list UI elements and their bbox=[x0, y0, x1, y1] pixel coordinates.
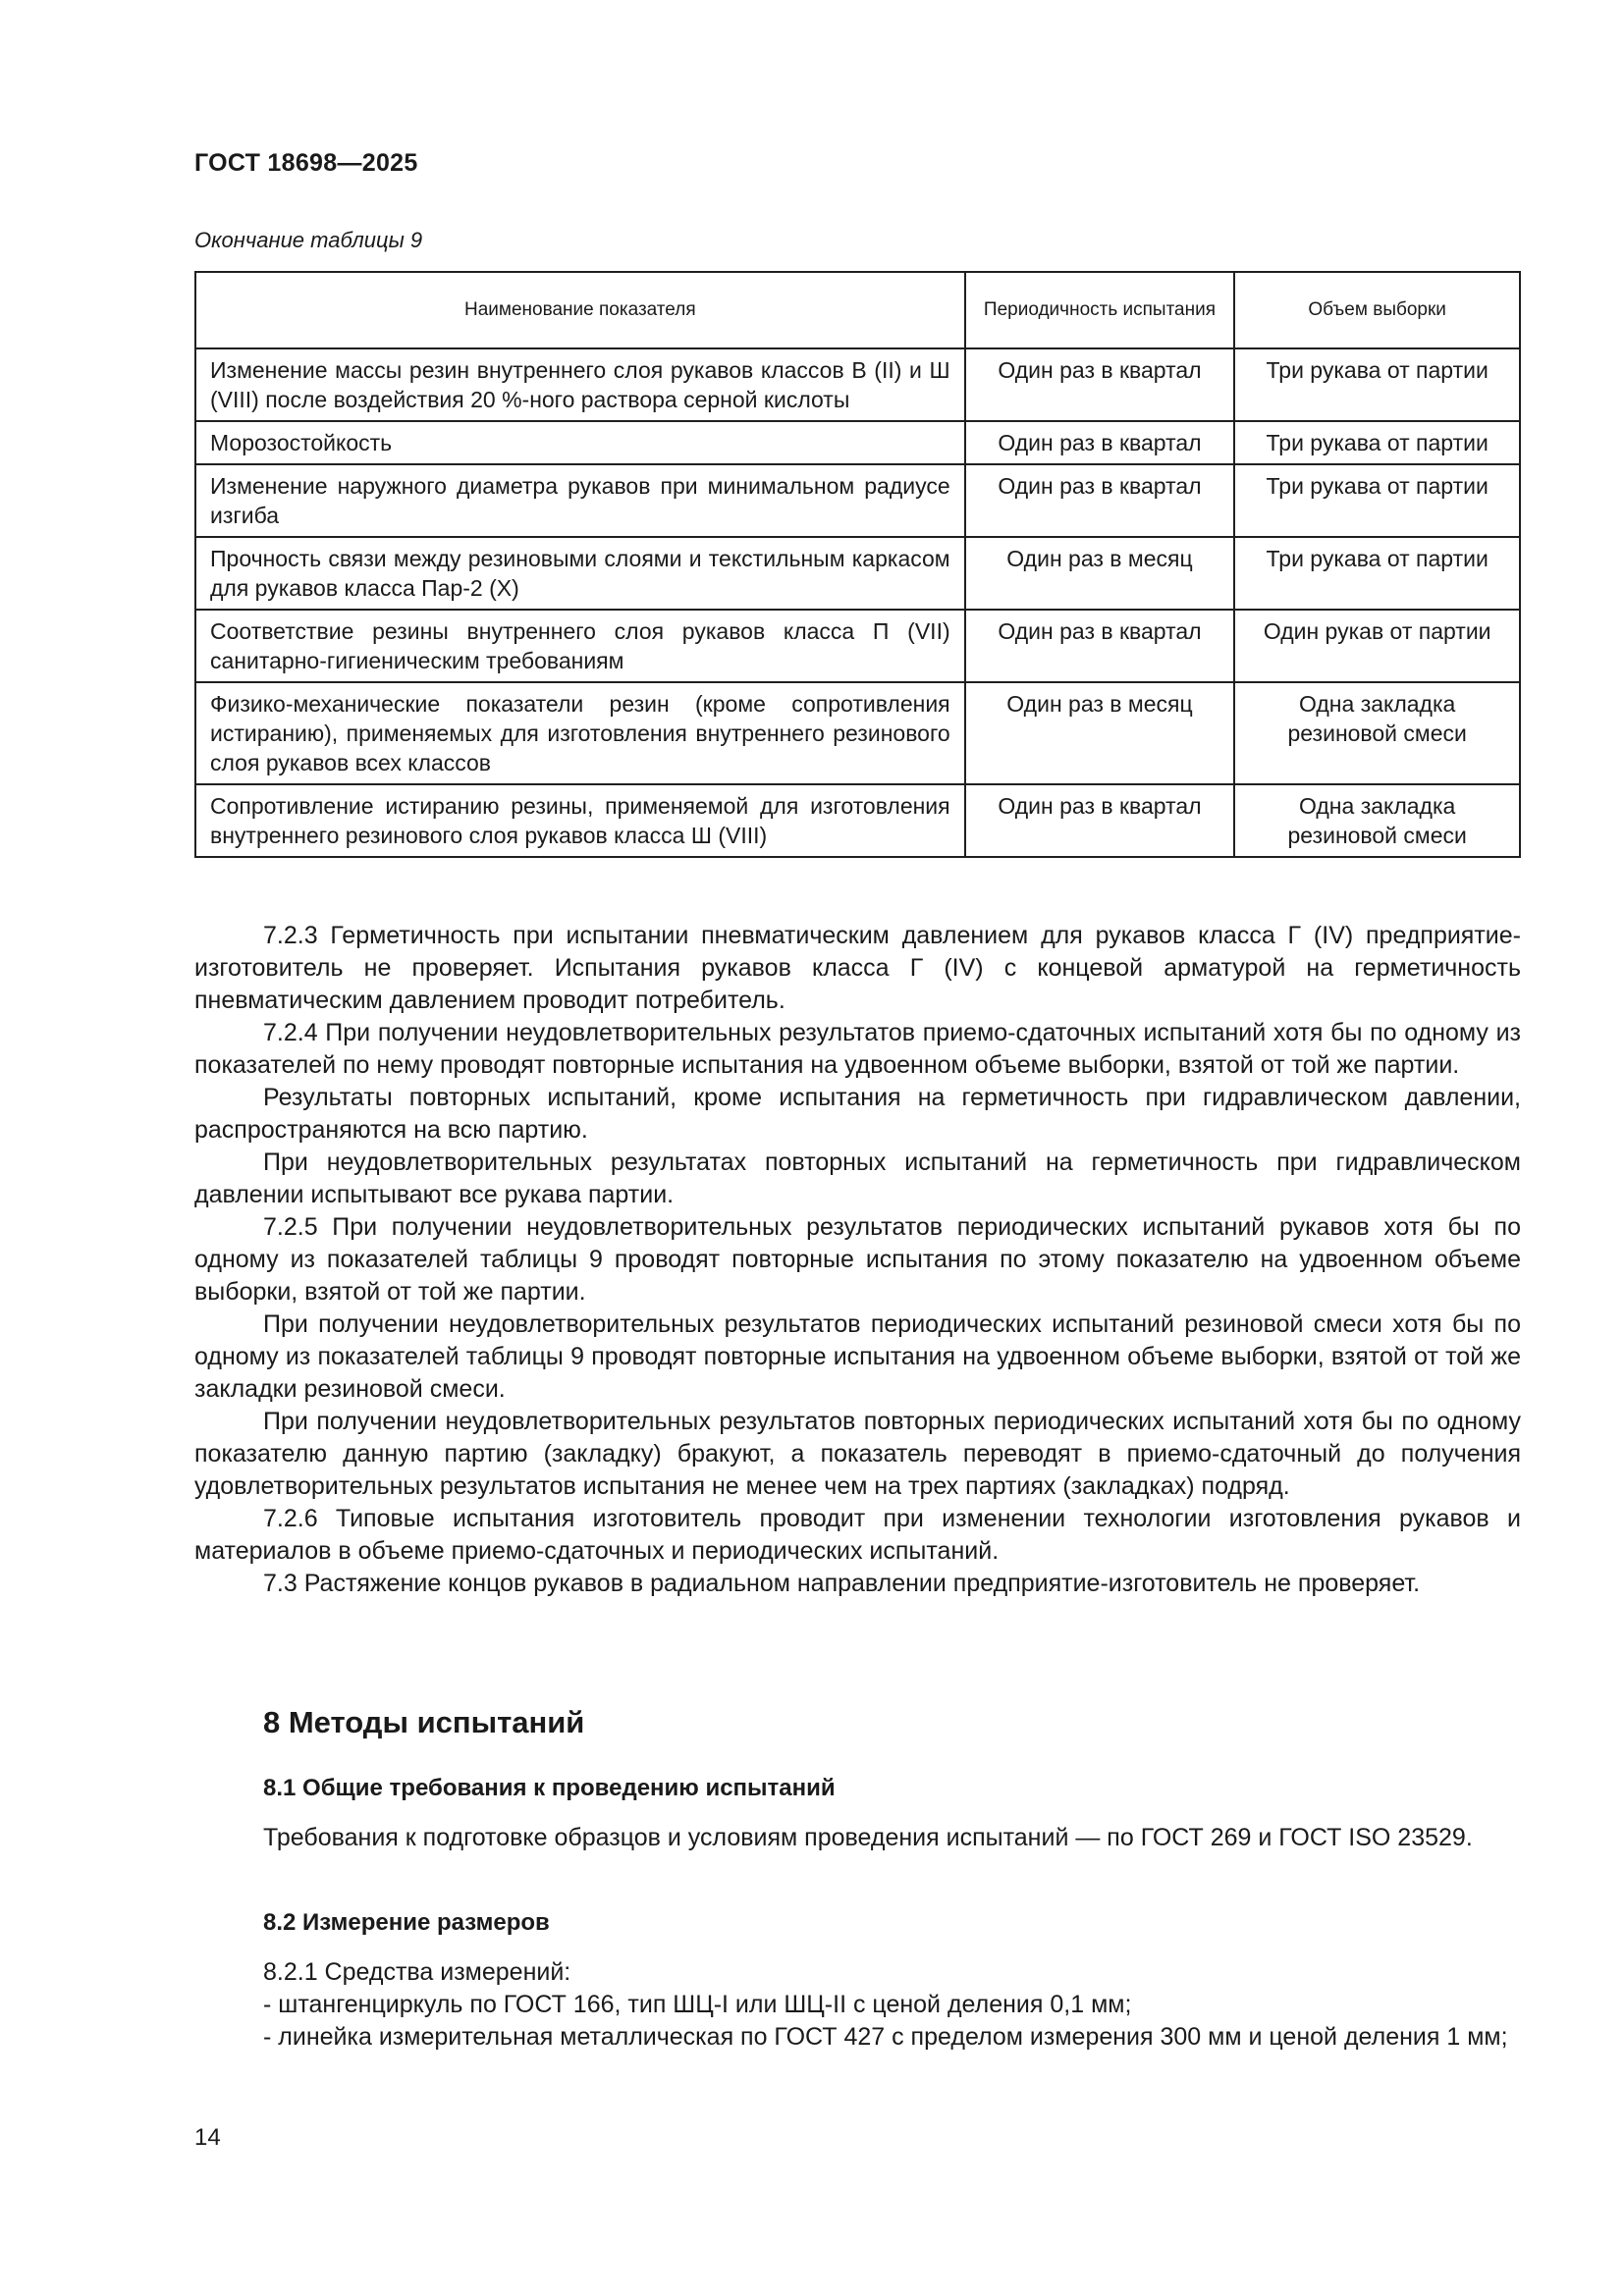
paragraph: 7.3 Растяжение концов рукавов в радиальном направлении предприятие-изготовитель не проверяет. bbox=[263, 1570, 1421, 1597]
paragraph: Требования к подготовке образцов и условиям проведения испытаний — по ГОСТ 269 и ГОСТ ISO 23529. bbox=[263, 1824, 1473, 1851]
table-row bbox=[195, 421, 1520, 464]
indicator-name: Морозостойкость bbox=[195, 421, 965, 464]
sample-size: Один рукав от партии bbox=[1234, 610, 1520, 682]
subsection-8-2-text bbox=[194, 1956, 1521, 2054]
subsection-8-1-text bbox=[194, 1822, 1521, 1854]
indicator-name: Изменение массы резин внутреннего слоя рукавов классов В (II) и Ш (VIII) после воздействия 20 %-ного раствора серной кислоты bbox=[195, 348, 965, 421]
section-7-text bbox=[194, 920, 1521, 1600]
indicator-name: Физико-механические показатели резин (кроме сопротивления истиранию), применяемых для изготовления внутреннего резинового слоя рукавов всех классов bbox=[195, 682, 965, 784]
paragraph: При неудовлетворительных результатах повторных испытаний на герметичность при гидравлическом давлении испытывают все рукава партии. bbox=[194, 1148, 1521, 1208]
sample-size: Три рукава от партии bbox=[1234, 421, 1520, 464]
table-header-row bbox=[195, 272, 1520, 348]
table-caption: Окончание таблицы 9 bbox=[194, 228, 423, 252]
test-period: Один раз в квартал bbox=[965, 610, 1235, 682]
paragraph: 7.2.6 Типовые испытания изготовитель проводит при изменении технологии изготовления рукавов и материалов в объеме приемо-сдаточных и периодических испытаний. bbox=[194, 1505, 1521, 1565]
table-row bbox=[195, 464, 1520, 537]
sample-size: Одна закладка резиновой смеси bbox=[1234, 682, 1520, 784]
section-8-title: 8 Методы испытаний bbox=[263, 1705, 585, 1739]
sample-size: Одна закладка резиновой смеси bbox=[1234, 784, 1520, 857]
column-header-name: Наименование показателя bbox=[195, 272, 965, 348]
page-number: 14 bbox=[194, 2124, 221, 2151]
paragraph: 7.2.4 При получении неудовлетворительных результатов приемо-сдаточных испытаний хотя бы по одному из показателей по нему проводят повторные испытания на удвоенном объеме выборки, взятой от той же партии. bbox=[194, 1019, 1521, 1079]
sample-size: Три рукава от партии bbox=[1234, 348, 1520, 421]
column-header-sample: Объем выборки bbox=[1234, 272, 1520, 348]
paragraph: 7.2.5 При получении неудовлетворительных результатов периодических испытаний рукавов хотя бы по одному из показателей таблицы 9 проводят повторные испытания по этому показателю на удвоенном объеме выборки, взятой от той же партии. bbox=[194, 1213, 1521, 1306]
column-header-period: Периодичность испытания bbox=[965, 272, 1235, 348]
paragraph: - линейка измерительная металлическая по ГОСТ 427 с пределом измерения 300 мм и ценой деления 1 мм; bbox=[263, 2023, 1508, 2051]
indicator-name: Прочность связи между резиновыми слоями и текстильным каркасом для рукавов класса Пар-2 (X) bbox=[195, 537, 965, 610]
paragraph: 8.2.1 Средства измерений: bbox=[263, 1958, 571, 1986]
paragraph: При получении неудовлетворительных результатов периодических испытаний резиновой смеси хотя бы по одному из показателей таблицы 9 проводят повторные испытания на удвоенном объеме выборки, взятой от той же закладки резиновой смеси. bbox=[194, 1310, 1521, 1403]
sample-size: Три рукава от партии bbox=[1234, 537, 1520, 610]
table-row bbox=[195, 682, 1520, 784]
subsection-8-2-title: 8.2 Измерение размеров bbox=[263, 1909, 550, 1936]
paragraph: Результаты повторных испытаний, кроме испытания на герметичность при гидравлическом давлении, распространяются на всю партию. bbox=[194, 1084, 1521, 1144]
test-period: Один раз в квартал bbox=[965, 348, 1235, 421]
indicator-name: Соответствие резины внутреннего слоя рукавов класса П (VII) санитарно-гигиеническим требованиям bbox=[195, 610, 965, 682]
paragraph: - штангенциркуль по ГОСТ 166, тип ШЦ-I или ШЦ-II с ценой деления 0,1 мм; bbox=[263, 1991, 1132, 2018]
table-row bbox=[195, 610, 1520, 682]
indicator-name: Сопротивление истиранию резины, применяемой для изготовления внутреннего резинового слоя рукавов класса Ш (VIII) bbox=[195, 784, 965, 857]
paragraph: 7.2.3 Герметичность при испытании пневматическим давлением для рукавов класса Г (IV) предприятие-изготовитель не проверяет. Испытания рукавов класса Г (IV) с концевой арматурой на герметичность пневматическим давлением проводит потребитель. bbox=[194, 922, 1521, 1014]
sample-size: Три рукава от партии bbox=[1234, 464, 1520, 537]
subsection-8-1-title: 8.1 Общие требования к проведению испытаний bbox=[263, 1775, 836, 1801]
indicator-name: Изменение наружного диаметра рукавов при минимальном радиусе изгиба bbox=[195, 464, 965, 537]
table-row bbox=[195, 348, 1520, 421]
test-period: Один раз в квартал bbox=[965, 784, 1235, 857]
table-row bbox=[195, 784, 1520, 857]
test-period: Один раз в квартал bbox=[965, 464, 1235, 537]
paragraph: При получении неудовлетворительных результатов повторных периодических испытаний хотя бы по одному показателю данную партию (закладку) бракуют, а показатель переводят в приемо-сдаточный до получения удовлетворительных результатов испытания не менее чем на трех партиях (закладках) подряд. bbox=[194, 1408, 1521, 1500]
test-period: Один раз в месяц bbox=[965, 682, 1235, 784]
test-period: Один раз в месяц bbox=[965, 537, 1235, 610]
table-row bbox=[195, 537, 1520, 610]
test-period: Один раз в квартал bbox=[965, 421, 1235, 464]
document-header: ГОСТ 18698—2025 bbox=[194, 149, 418, 177]
table-9 bbox=[194, 271, 1521, 858]
